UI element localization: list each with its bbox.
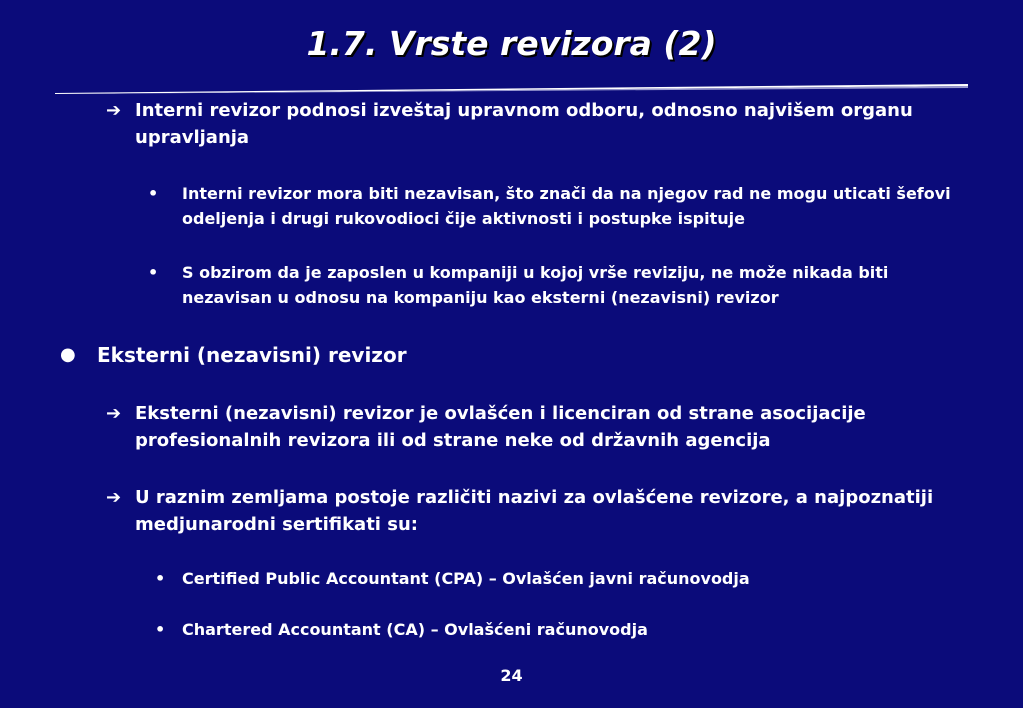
sub-item-cpa: Certified Public Accountant (CPA) – Ovlašćen javni računovodja — [182, 569, 750, 588]
slide-title: 1.7. Vrste revizora (2) — [306, 24, 717, 63]
title-underline — [55, 84, 968, 94]
main-bullet-icon: ● — [60, 344, 76, 365]
bullet-icon: • — [155, 620, 166, 639]
arrow-item-internal-report: Interni revizor podnosi izveštaj upravnom odboru, odnosno najvišem organu upravljanja — [135, 100, 913, 148]
bullet-icon: • — [148, 263, 159, 282]
main-item-external-auditor: Eksterni (nezavisni) revizor — [97, 343, 407, 367]
arrow-item-licensing: Eksterni (nezavisni) revizor je ovlašćen i licenciran od strane asocijacije profesionalnih revizora ili od strane neke od državnih agencija — [135, 403, 866, 451]
bullet-icon: • — [155, 569, 166, 588]
sub-item-ca: Chartered Accountant (CA) – Ovlašćeni računovodja — [182, 620, 648, 639]
arrow-icon: ➔ — [106, 100, 122, 121]
sub-item-employment: S obzirom da je zaposlen u kompaniji u kojoj vrše reviziju, ne može nikada biti nezavisan u odnosu na kompaniju kao eksterni (nezavisni) revizor — [182, 263, 889, 307]
page-number: 24 — [500, 666, 523, 685]
sub-item-independence: Interni revizor mora biti nezavisan, što znači da na njegov rad ne mogu uticati šefovi odeljenja i drugi rukovodioci čije aktivnosti i postupke ispituje — [182, 184, 951, 228]
arrow-icon: ➔ — [106, 487, 122, 508]
arrow-item-certificates: U raznim zemljama postoje različiti nazivi za ovlašćene revizore, a najpoznatiji medjunarodni sertifikati su: — [135, 487, 934, 535]
arrow-icon: ➔ — [106, 403, 122, 424]
bullet-icon: • — [148, 184, 159, 203]
